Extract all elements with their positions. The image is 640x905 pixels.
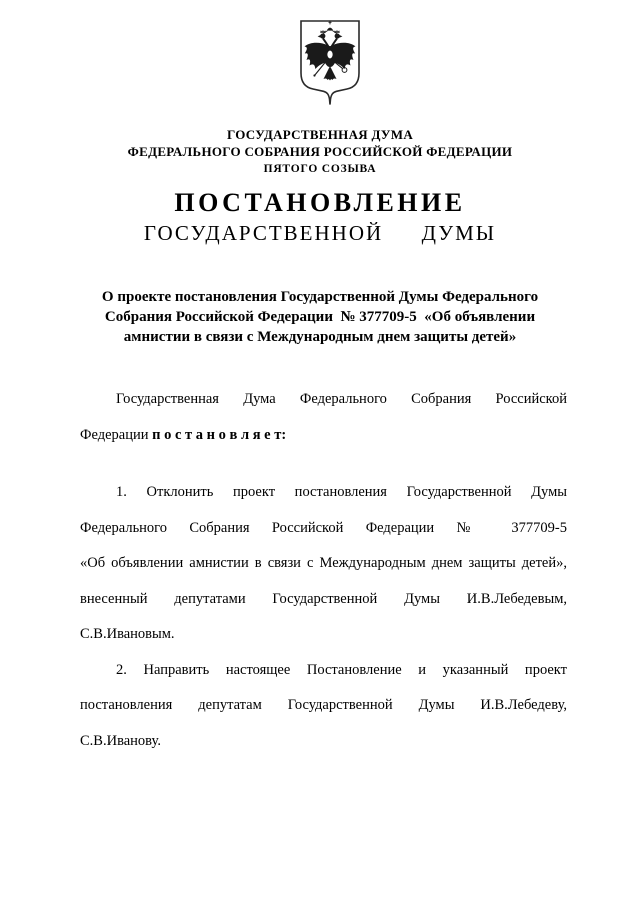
letterhead (0, 126, 640, 246)
preamble-line: Государственная Дума Федерального Собрания Российской (116, 391, 567, 407)
preamble-paragraph (80, 382, 567, 453)
item-1-line: «Об объявлении амнистии в связи с Международным днем защиты детей», (80, 555, 567, 571)
item-2-paragraph (80, 653, 567, 760)
item-2-line: постановления депутатам Государственной Думы И.В.Лебедеву, (80, 697, 567, 713)
preamble-line (80, 418, 567, 454)
subject-line: Собрания Российской Федерации № 377709-5 «Об объявлении (104, 309, 536, 325)
item-1-line: С.В.Ивановым. (80, 626, 175, 642)
document-type-title: ПОСТАНОВЛЕНИЕ (174, 188, 466, 217)
resolves-keyword: п о с т а н о в л я е т: (152, 426, 287, 443)
item-2-line: С.В.Иванову. (80, 732, 161, 749)
subject-line: О проекте постановления Государственной Думы Федерального (101, 289, 539, 305)
russia-coat-of-arms-icon (295, 18, 365, 114)
item-1-paragraph (80, 475, 567, 653)
org-convocation-line: ПЯТОГО СОЗЫВА (263, 163, 377, 175)
preamble-normal-text: Федерации (80, 426, 149, 443)
item-1-line: внесенный депутатами Государственной Думы И.В.Лебедевым, (80, 590, 567, 607)
org-name-line1: ГОСУДАРСТВЕННАЯ ДУМА (226, 127, 414, 142)
item-2-line: 2. Направить настоящее Постановление и указанный проект (116, 661, 567, 678)
document-body (80, 382, 567, 759)
item-1-line: Федерального Собрания Российской Федерации № 377709-5 (80, 519, 567, 536)
subject-line: амнистии в связи с Международным днем защиты детей» (123, 329, 517, 345)
item-1-line: 1. Отклонить проект постановления Государственной Думы (116, 484, 567, 500)
org-name-line2: ФЕДЕРАЛЬНОГО СОБРАНИЯ РОССИЙСКОЙ ФЕДЕРАЦИИ (127, 144, 513, 159)
subject-heading (70, 287, 570, 347)
document-type-subtitle: ГОСУДАРСТВЕННОЙ ДУМЫ (143, 221, 497, 245)
